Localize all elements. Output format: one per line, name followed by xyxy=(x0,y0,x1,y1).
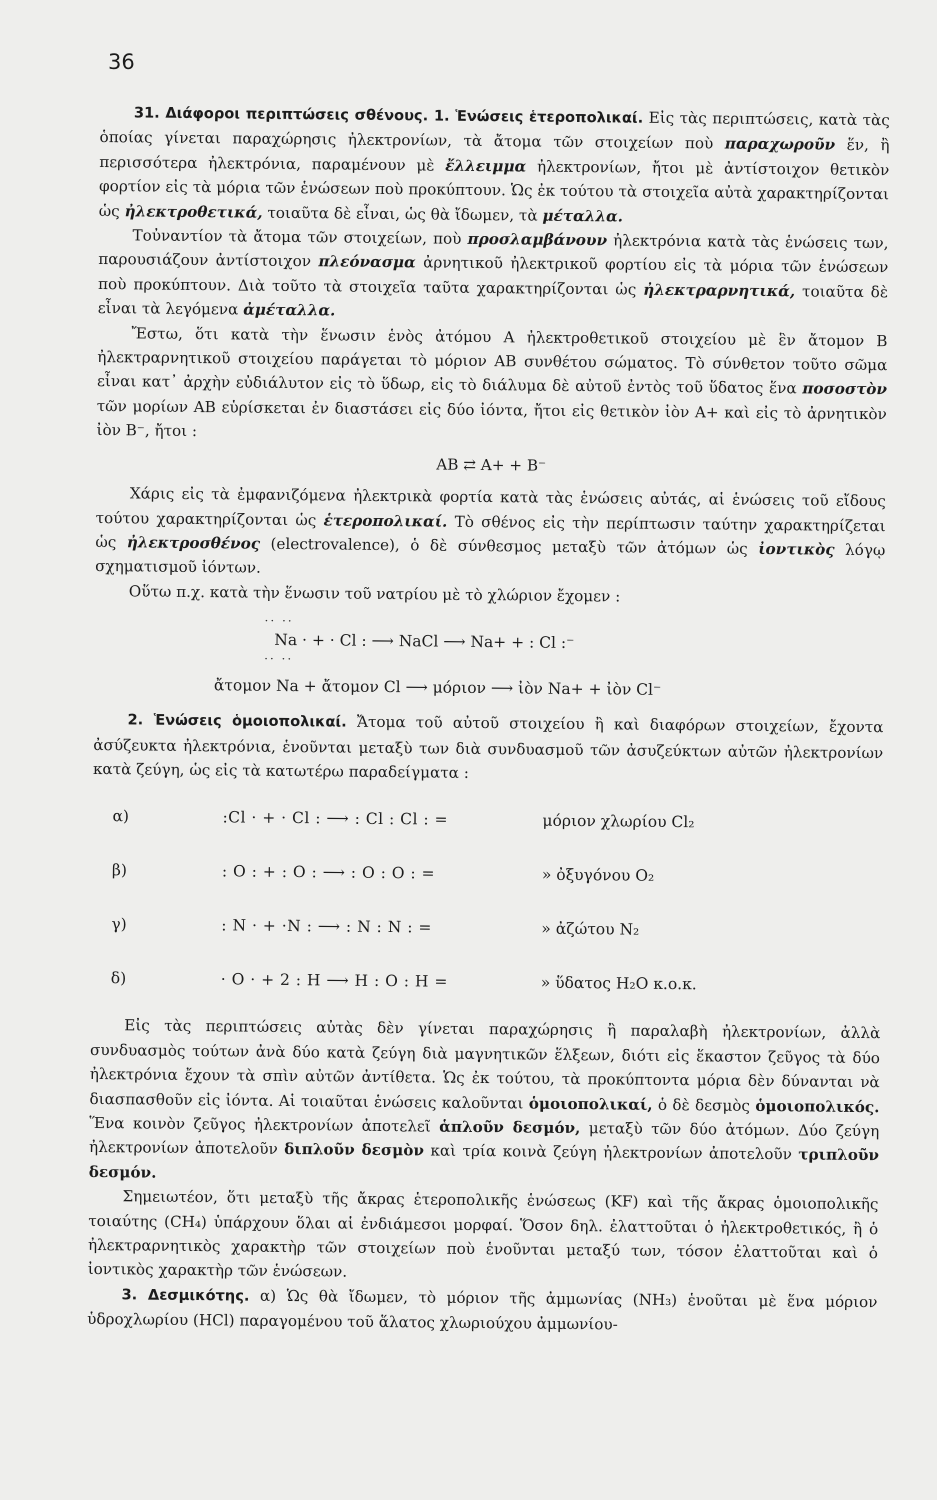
reaction-product-name: » ὀξυγόνου O₂ xyxy=(541,865,655,885)
text-run: ἠλεκτρόνια κατὰ τὰς ἑνώσεις των, παρουσιάζουν ἀντίστοιχον xyxy=(98,231,889,271)
section-2-paragraph xyxy=(93,707,884,789)
text-run: ἠλεκτρονίων, ἤτοι μὲ ἀντίστοιχον θετικὸν φορτίον εἰς τὰ μόρια τῶν ἑνώσεων ποὺ προκύπτουν. Ὡς ἐκ τούτου τὰ στοιχεῖα αὐτὰ χαρακτηρίζονται ὡς xyxy=(98,157,890,220)
emphasis-term: ἑτεροπολικαί. xyxy=(323,510,448,531)
emphasis-term: ὁμοιοπολικός. xyxy=(755,1096,880,1116)
text-run: Τὸ σθένος εἰς τὴν περίπτωσιν ταύτην χαρακτηρίζεται ὡς xyxy=(95,512,886,552)
text-run: Ἄτομα τοῦ αὐτοῦ στοιχείου ἢ καὶ διαφόρων στοιχείων, ἔχοντα ἀσύζευκτα ἠλεκτρόνια, ἑνοῦνται μεταξὺ των διὰ συνδυασμοῦ τῶν ἀσυζεύκτων αὐτῶν ἠλεκτρονίων κατὰ ζεύγη, ὡς εἰς τὰ κατωτέρω παραδείγματα : xyxy=(92,712,884,782)
emphasis-term: παραχωροῦν xyxy=(724,134,836,155)
text-run: τοιαῦτα δὲ εἶναι, ὡς θὰ ἴδωμεν, τὰ xyxy=(262,203,543,225)
section-2-paragraph-3: Σημειωτέον, ὅτι μεταξὺ τῆς ἄκρας ἑτεροπολικῆς ἑνώσεως (KF) καὶ τῆς ἄκρας ὁμοιοπολικῆς τοιαύτης (CH₄) ὑπάρχουν ὅλαι αἱ ἐνδιάμεσοι μορφαί. Ὅσον δηλ. ἐλαττοῦται ὁ ἠλεκτροθετικός, ἢ ὁ ἠλεκτραρνητικὸς χαρακτὴρ τῶν στοιχείων ποὺ ἑνοῦνται μεταξύ των, τόσον ἐλαττοῦται καὶ ὁ ἰοντικὸς χαρακτὴρ τῶν ἑνώσεων. xyxy=(87,1187,879,1282)
section-31-paragraph-3 xyxy=(96,321,887,451)
emphasis-term: πλεόνασμα xyxy=(318,252,416,272)
page-body xyxy=(87,100,890,1340)
text-run: Ἔστω, ὅτι κατὰ τὴν ἕνωσιν ἑνὸς ἀτόμου Α ἠλεκτροθετικοῦ στοιχείου μὲ ἓν ἄτομον Β ἠλεκτραρνητικοῦ στοιχείου παράγεται τὸ μόριον ΑΒ συνθέτου σώματος. Τὸ σύνθετον τοῦτο σῶμα εἶναι κατ᾽ ἀρχὴν εὐδιάλυτον εἰς τὸ ὕδωρ, εἰς τὸ διάλυμα δὲ αὐτοῦ ἐντὸς τοῦ ὕδατος ἕνα xyxy=(96,324,888,398)
emphasis-term: προσλαμβάνουν xyxy=(467,229,608,250)
text-run: ἕν, ἢ περισσότερα ἠλεκτρόνια, παραμένουν μὲ xyxy=(99,136,890,175)
reaction-label: α) xyxy=(112,807,130,826)
reaction-product-name: μόριον χλωρίου Cl₂ xyxy=(542,811,695,832)
reaction-formula: :Cl · + · Cl : ⟶ : Cl : Cl : = xyxy=(222,808,449,829)
text-run: ἀρνητικοῦ ἠλεκτρικοῦ φορτίου εἰς τὰ μόρια τῶν ἑνώσεων ποὺ προκύπτουν. Διὰ τοῦτο τὰ στοιχεῖα ταῦτα χαρακτηρίζονται ὡς xyxy=(97,253,889,299)
emphasis-term: διπλοῦν δεσμὸν xyxy=(284,1140,425,1160)
covalent-examples xyxy=(111,790,883,1014)
emphasis-term: ἰοντικὸς xyxy=(758,539,835,559)
text-run: (electrovalence), ὁ δὲ σύνθεσμος μεταξὺ τῶν ἀτόμων ὡς xyxy=(259,534,759,558)
dissociation-equation: AB ⇄ A+ + B⁻ xyxy=(436,455,547,475)
emphasis-term: ὁμοιοπολικαί, xyxy=(528,1094,653,1114)
emphasis-term: τριπλοῦν δεσμόν. xyxy=(88,1145,880,1182)
emphasis-term: ἠλεκτροθετικά, xyxy=(124,201,263,222)
section-2-heading: 2. Ἑνώσεις ὁμοιοπολικαί. xyxy=(127,711,347,731)
emphasis-term: μέταλλα. xyxy=(542,206,624,226)
reaction-formula: : N · + ·N : ⟶ : N : N : = xyxy=(221,916,432,937)
emphasis-term: ἔλλειμμα xyxy=(445,156,527,176)
text-run: Εἰς τὰς περιπτώσεις αὐτὰς δὲν γίνεται παραχώρησις ἢ παραλαβὴ ἠλεκτρονίων, ἀλλὰ συνδυασμὸς τούτων ἀνὰ δύο κατὰ ζεύγη διὰ μαγνητικῶν ἕλξεων, διότι εἰς ἕκαστον ζεῦγος τὰ δύο ἠλεκτρόνια ἔχουν τὰ σπὶν αὐτῶν ἀντίθετα. Ὡς ἐκ τούτου, τὰ προκύπτοντα μόρια δὲν δύνανται νὰ διασπασθοῦν εἰς ἰόντα. Αἱ τοιαῦται ἑνώσεις καλοῦνται xyxy=(89,1016,881,1113)
reaction-label: δ) xyxy=(110,969,127,988)
reaction-formula: : O : + : O : ⟶ : O : O : = xyxy=(221,862,436,883)
section-3-heading: 3. Δεσμικότης. xyxy=(121,1286,250,1305)
nacl-reaction: Na · + · Cl : ⟶ NaCl ⟶ Na+ + : Cl :⁻ xyxy=(274,630,575,653)
emphasis-term: ἀμέταλλα. xyxy=(243,300,336,320)
section-3-paragraph xyxy=(87,1282,877,1340)
text-run: τοιαῦτα δὲ εἶναι τὰ λεγόμενα xyxy=(97,282,889,319)
nacl-word-equation: ἄτομον Na + ἄτομον Cl ⟶ μόριον ⟶ ἰὸν Na+ + ἰὸν Cl⁻ xyxy=(213,676,662,700)
emphasis-term: ποσοστὸν xyxy=(802,379,888,399)
reaction-label: γ) xyxy=(111,915,127,934)
text-run: καὶ τρία κοινὰ ζεύγη ἠλεκτρονίων ἀποτελοῦν xyxy=(423,1141,799,1164)
emphasis-term: ἠλεκτραρνητικά, xyxy=(643,280,796,301)
section-31-paragraph-5: Οὕτω π.χ. κατὰ τὴν ἕνωσιν τοῦ νατρίου μὲ τὸ χλώριον ἔχομεν : xyxy=(128,582,621,606)
section-31-heading: 31. Διάφοροι περιπτώσεις σθένους. 1. Ἑνώσεις ἑτεροπολικαί. xyxy=(133,104,644,127)
sodium-chloride-equation xyxy=(174,614,885,705)
reaction-row xyxy=(112,844,883,906)
reaction-label: β) xyxy=(111,861,128,880)
section-31-paragraph-2 xyxy=(98,223,889,329)
text-run: Ἕνα κοινὸν ζεῦγος ἠλεκτρονίων ἀποτελεῖ xyxy=(89,1113,440,1136)
reaction-product-name: » ὕδατος H₂O κ.ο.κ. xyxy=(540,973,697,994)
section-2-paragraph-2 xyxy=(89,1013,881,1192)
text-run: μεταξὺ τῶν δύο ἀτόμων. Δύο ζεύγη ἠλεκτρονίων ἀποτελοῦν xyxy=(88,1119,880,1159)
electron-dots-bottom: ·· ·· xyxy=(264,651,294,667)
text-run: Χάρις εἰς τὰ ἐμφανιζόμενα ἠλεκτρικὰ φορτία κατὰ τὰς ἑνώσεις αὐτάς, αἱ ἑνώσεις τοῦ εἴδους τούτου χαρακτηρίζονται ὡς xyxy=(95,484,886,529)
section-31-paragraph-1 xyxy=(99,100,890,231)
reaction-row xyxy=(111,952,882,1014)
reaction-product-name: » ἀζώτου N₂ xyxy=(541,919,640,939)
reaction-formula: · O · + 2 : H ⟶ H : O : H = xyxy=(220,970,448,991)
emphasis-term: ἁπλοῦν δεσμόν, xyxy=(439,1117,581,1138)
text-run: Τοὐναντίον τὰ ἄτομα τῶν στοιχείων, ποὺ xyxy=(132,226,468,248)
text-run: α) Ὡς θὰ ἴδωμεν, τὸ μόριον τῆς ἀμμωνίας (NH₃) ἑνοῦται μὲ ἕνα μόριον ὑδροχλωρίου (HCl) παραγομένου τοῦ ἅλατος χλωριούχου ἀμμωνίου- xyxy=(87,1286,878,1334)
reaction-row xyxy=(112,790,883,852)
page-number: 36 xyxy=(108,50,135,74)
emphasis-term: ἠλεκτροσθένος xyxy=(126,533,261,553)
text-run: τῶν μορίων ΑΒ εὑρίσκεται ἐν διαστάσει εἰς δύο ἰόντα, ἤτοι εἰς θετικὸν ἰὸν Α+ καὶ εἰς τὸ ἀρνητικὸν ἰὸν Β⁻, ἤτοι : xyxy=(96,396,887,441)
electron-dots-top: ·· ·· xyxy=(264,613,294,629)
text-run: Εἰς τὰς περιπτώσεις, κατὰ τὰς ὁποίας γίνεται παραχώρησις ἠλεκτρονίων, τὰ ἄτομα τῶν στοιχείων ποὺ xyxy=(99,108,890,153)
text-run: ὁ δὲ δεσμὸς xyxy=(652,1095,756,1115)
section-31-paragraph-4 xyxy=(95,481,886,587)
text-run: λόγῳ σχηματισμοῦ ἰόντων. xyxy=(95,540,886,578)
reaction-row xyxy=(111,898,882,960)
